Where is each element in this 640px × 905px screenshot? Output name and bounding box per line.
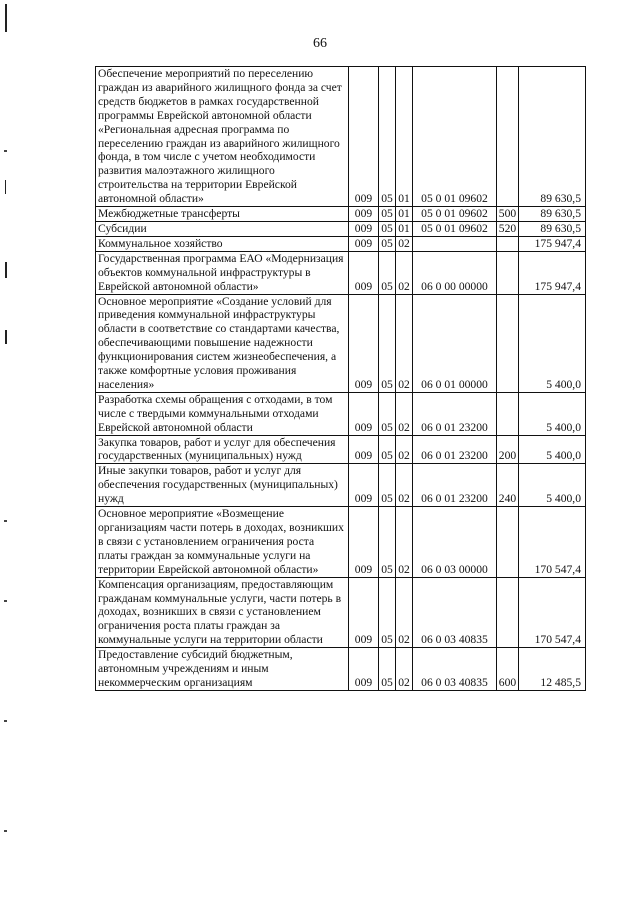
subsection-code: 02 [396,507,413,578]
section-code: 05 [379,236,396,251]
target-article-code: 06 0 00 00000 [413,251,497,294]
ministry-code: 009 [349,577,379,648]
section-code: 05 [379,507,396,578]
scan-dot [4,150,7,152]
target-article-code: 06 0 01 00000 [413,294,497,392]
expense-type-code [497,67,519,207]
ministry-code: 009 [349,648,379,691]
table-row [96,435,586,464]
expense-type-code [497,392,519,435]
section-code: 05 [379,294,396,392]
ministry-code: 009 [349,464,379,507]
row-name: Иные закупки товаров, работ и услуг для обеспечения государственных (муниципальных) нужд [96,464,349,507]
ministry-code: 009 [349,67,379,207]
expense-type-code [497,507,519,578]
budget-table [95,66,586,691]
row-name: Основное мероприятие «Создание условий для приведения коммунальной инфраструктуры области в соответствие со стандартами качества, обеспечивающими повышение надежности функционирования систем жизнеобеспечения, а также комфортные условия проживания населения» [96,294,349,392]
row-name: Коммунальное хозяйство [96,236,349,251]
row-name: Межбюджетные трансферты [96,207,349,222]
scan-dot [4,830,7,832]
subsection-code: 02 [396,392,413,435]
table-row [96,207,586,222]
target-article-code: 06 0 03 00000 [413,507,497,578]
ministry-code: 009 [349,221,379,236]
scan-mark [5,4,7,32]
table-row [96,221,586,236]
ministry-code: 009 [349,435,379,464]
row-name: Основное мероприятие «Возмещение организациям части потерь в доходах, возникших в связи с установлением ограничения роста платы граждан за коммунальные услуги на территории Еврейской автономной области» [96,507,349,578]
subsection-code: 02 [396,435,413,464]
expense-type-code: 200 [497,435,519,464]
amount-value: 175 947,4 [519,251,586,294]
amount-value: 5 400,0 [519,392,586,435]
table-row [96,507,586,578]
subsection-code: 02 [396,236,413,251]
section-code: 05 [379,392,396,435]
scan-mark [5,330,7,344]
expense-type-code [497,294,519,392]
expense-type-code: 600 [497,648,519,691]
table-row [96,294,586,392]
section-code: 05 [379,577,396,648]
scan-mark [5,262,7,278]
ministry-code: 009 [349,294,379,392]
row-name: Государственная программа ЕАО «Модернизация объектов коммунальной инфраструктуры в Еврейской автономной области» [96,251,349,294]
ministry-code: 009 [349,392,379,435]
section-code: 05 [379,648,396,691]
subsection-code: 01 [396,67,413,207]
scan-dot [4,720,7,722]
section-code: 05 [379,221,396,236]
target-article-code: 06 0 03 40835 [413,648,497,691]
scan-mark [5,180,6,194]
target-article-code: 05 0 01 09602 [413,221,497,236]
row-name: Закупка товаров, работ и услуг для обеспечения государственных (муниципальных) нужд [96,435,349,464]
subsection-code: 02 [396,464,413,507]
table-row [96,464,586,507]
section-code: 05 [379,251,396,294]
page-number: 66 [313,36,327,51]
table-row [96,67,586,207]
target-article-code: 06 0 01 23200 [413,392,497,435]
table-row [96,577,586,648]
subsection-code: 02 [396,577,413,648]
target-article-code: 06 0 01 23200 [413,435,497,464]
subsection-code: 02 [396,294,413,392]
expense-type-code [497,577,519,648]
amount-value: 5 400,0 [519,464,586,507]
scan-dot [4,520,7,522]
scan-dot [4,600,7,602]
target-article-code: 06 0 01 23200 [413,464,497,507]
amount-value: 89 630,5 [519,67,586,207]
target-article-code [413,236,497,251]
expense-type-code: 240 [497,464,519,507]
section-code: 05 [379,207,396,222]
subsection-code: 02 [396,251,413,294]
expense-type-code [497,251,519,294]
target-article-code: 05 0 01 09602 [413,207,497,222]
ministry-code: 009 [349,507,379,578]
section-code: 05 [379,464,396,507]
row-name: Субсидии [96,221,349,236]
row-name: Обеспечение мероприятий по переселению граждан из аварийного жилищного фонда за счет средств бюджетов в рамках государственной программы Еврейской автономной области «Региональная адресная программа по переселению граждан из аварийного жилищного фонда, в том числе с учетом необходимости развития малоэтажного жилищного строительства на территории Еврейской автономной области» [96,67,349,207]
expense-type-code: 520 [497,221,519,236]
row-name: Предоставление субсидий бюджетным, автономным учреждениям и иным некоммерческим организациям [96,648,349,691]
subsection-code: 01 [396,207,413,222]
target-article-code: 06 0 03 40835 [413,577,497,648]
ministry-code: 009 [349,251,379,294]
amount-value: 89 630,5 [519,207,586,222]
amount-value: 89 630,5 [519,221,586,236]
amount-value: 5 400,0 [519,435,586,464]
amount-value: 175 947,4 [519,236,586,251]
amount-value: 170 547,4 [519,507,586,578]
table-row [96,236,586,251]
expense-type-code [497,236,519,251]
row-name: Разработка схемы обращения с отходами, в том числе с твердыми коммунальными отходами Еврейской автономной области [96,392,349,435]
amount-value: 12 485,5 [519,648,586,691]
expense-type-code: 500 [497,207,519,222]
ministry-code: 009 [349,236,379,251]
subsection-code: 02 [396,648,413,691]
ministry-code: 009 [349,207,379,222]
subsection-code: 01 [396,221,413,236]
amount-value: 170 547,4 [519,577,586,648]
row-name: Компенсация организациям, предоставляющим гражданам коммунальные услуги, части потерь в доходах, возникших в связи с установлением ограничения роста платы граждан за коммунальные услуги на территории области [96,577,349,648]
amount-value: 5 400,0 [519,294,586,392]
table-row [96,648,586,691]
table-row [96,251,586,294]
section-code: 05 [379,435,396,464]
section-code: 05 [379,67,396,207]
target-article-code: 05 0 01 09602 [413,67,497,207]
table-body [96,67,586,691]
table-row [96,392,586,435]
